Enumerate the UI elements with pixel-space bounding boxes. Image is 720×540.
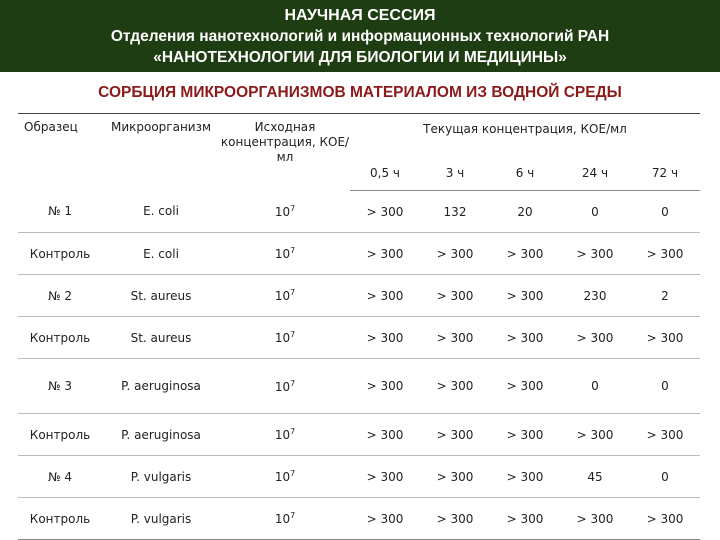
cell-concentration-value: 20 <box>490 191 560 233</box>
cell-microorganism: E. coli <box>102 191 220 233</box>
table-row <box>18 414 700 456</box>
cell-initial-concentration <box>220 498 350 540</box>
concentration-exponent: 7 <box>290 330 296 339</box>
concentration-base: 10 <box>274 331 291 345</box>
cell-sample: Контроль <box>18 414 102 456</box>
cell-concentration-value: > 300 <box>350 414 420 456</box>
concentration-exponent: 7 <box>290 469 296 478</box>
cell-concentration-value: 0 <box>630 456 700 498</box>
cell-sample: Контроль <box>18 498 102 540</box>
cell-concentration-value: 0 <box>560 191 630 233</box>
header-time: 24 ч <box>560 156 630 191</box>
concentration-base: 10 <box>274 204 291 219</box>
cell-concentration-value: > 300 <box>420 317 490 359</box>
concentration-base: 10 <box>274 289 291 303</box>
cell-concentration-value: > 300 <box>630 498 700 540</box>
cell-concentration-value: > 300 <box>560 317 630 359</box>
cell-concentration-value: > 300 <box>420 275 490 317</box>
table-row <box>18 317 700 359</box>
slide-title: СОРБЦИЯ МИКРООРГАНИЗМОВ МАТЕРИАЛОМ ИЗ ВОДНОЙ СРЕДЫ <box>98 84 622 101</box>
cell-concentration-value: > 300 <box>630 317 700 359</box>
cell-initial-concentration <box>220 275 350 317</box>
department-title: Отделения нанотехнологий и информационных технологий РАН <box>110 28 610 45</box>
cell-sample: № 4 <box>18 456 102 498</box>
cell-concentration-value: > 300 <box>490 498 560 540</box>
cell-concentration-value: 0 <box>630 191 700 233</box>
concentration-exponent: 7 <box>290 511 296 520</box>
cell-concentration-value: 132 <box>420 191 490 233</box>
header-banner <box>0 0 720 72</box>
concentration-exponent: 7 <box>290 427 296 436</box>
session-title: НАУЧНАЯ СЕССИЯ <box>284 7 436 24</box>
concentration-base: 10 <box>274 512 291 526</box>
cell-initial-concentration <box>220 456 350 498</box>
cell-sample: № 2 <box>18 275 102 317</box>
sorption-table-container <box>18 113 700 540</box>
cell-concentration-value: > 300 <box>350 498 420 540</box>
header-time: 0,5 ч <box>350 156 420 191</box>
concentration-base: 10 <box>274 428 291 442</box>
concentration-base: 10 <box>274 379 291 394</box>
table-row <box>18 233 700 275</box>
cell-initial-concentration <box>220 191 350 233</box>
cell-concentration-value: > 300 <box>420 456 490 498</box>
cell-initial-concentration <box>220 414 350 456</box>
concentration-base: 10 <box>274 247 291 261</box>
cell-concentration-value: > 300 <box>560 414 630 456</box>
header-initial-concentration: Исходная концентрация, КОЕ/мл <box>220 114 350 191</box>
cell-sample: Контроль <box>18 233 102 275</box>
cell-concentration-value: > 300 <box>350 275 420 317</box>
cell-sample: Контроль <box>18 317 102 359</box>
cell-initial-concentration <box>220 317 350 359</box>
header-time: 72 ч <box>630 156 700 191</box>
cell-concentration-value: > 300 <box>490 317 560 359</box>
cell-concentration-value: > 300 <box>490 414 560 456</box>
conference-title: «НАНОТЕХНОЛОГИИ ДЛЯ БИОЛОГИИ И МЕДИЦИНЫ» <box>153 49 567 66</box>
sorption-table <box>18 113 700 540</box>
cell-concentration-value: > 300 <box>420 233 490 275</box>
cell-concentration-value: > 300 <box>420 359 490 414</box>
cell-concentration-value: 230 <box>560 275 630 317</box>
cell-concentration-value: > 300 <box>630 414 700 456</box>
concentration-exponent: 7 <box>290 378 296 388</box>
header-microorganism: Микроорганизм <box>102 114 220 191</box>
header-time: 6 ч <box>490 156 560 191</box>
cell-concentration-value: > 300 <box>350 456 420 498</box>
cell-concentration-value: 45 <box>560 456 630 498</box>
cell-concentration-value: > 300 <box>420 414 490 456</box>
cell-concentration-value: > 300 <box>350 359 420 414</box>
cell-concentration-value: > 300 <box>560 498 630 540</box>
cell-concentration-value: > 300 <box>490 359 560 414</box>
cell-concentration-value: > 300 <box>350 191 420 233</box>
table-row <box>18 275 700 317</box>
cell-microorganism: P. vulgaris <box>102 498 220 540</box>
cell-concentration-value: > 300 <box>350 233 420 275</box>
cell-concentration-value: 0 <box>560 359 630 414</box>
cell-concentration-value: 2 <box>630 275 700 317</box>
header-time: 3 ч <box>420 156 490 191</box>
cell-microorganism: E. coli <box>102 233 220 275</box>
cell-initial-concentration <box>220 359 350 414</box>
cell-microorganism: P. aeruginosa <box>102 414 220 456</box>
header-sample: Образец <box>18 114 102 191</box>
cell-sample: № 3 <box>18 359 102 414</box>
cell-concentration-value: > 300 <box>630 233 700 275</box>
cell-microorganism: St. aureus <box>102 275 220 317</box>
cell-concentration-value: > 300 <box>560 233 630 275</box>
cell-microorganism: P. vulgaris <box>102 456 220 498</box>
cell-concentration-value: 0 <box>630 359 700 414</box>
table-row <box>18 191 700 233</box>
concentration-base: 10 <box>274 470 291 484</box>
table-row <box>18 456 700 498</box>
concentration-exponent: 7 <box>290 288 296 297</box>
concentration-exponent: 7 <box>290 203 296 213</box>
cell-concentration-value: > 300 <box>420 498 490 540</box>
cell-microorganism: P. aeruginosa <box>102 359 220 414</box>
cell-concentration-value: > 300 <box>490 275 560 317</box>
cell-microorganism: St. aureus <box>102 317 220 359</box>
table-row <box>18 359 700 414</box>
cell-sample: № 1 <box>18 191 102 233</box>
cell-initial-concentration <box>220 233 350 275</box>
header-current-concentration: Текущая концентрация, КОЕ/мл <box>350 114 700 157</box>
cell-concentration-value: > 300 <box>350 317 420 359</box>
table-body <box>18 191 700 540</box>
cell-concentration-value: > 300 <box>490 456 560 498</box>
table-row <box>18 498 700 540</box>
cell-concentration-value: > 300 <box>490 233 560 275</box>
concentration-exponent: 7 <box>290 246 296 255</box>
